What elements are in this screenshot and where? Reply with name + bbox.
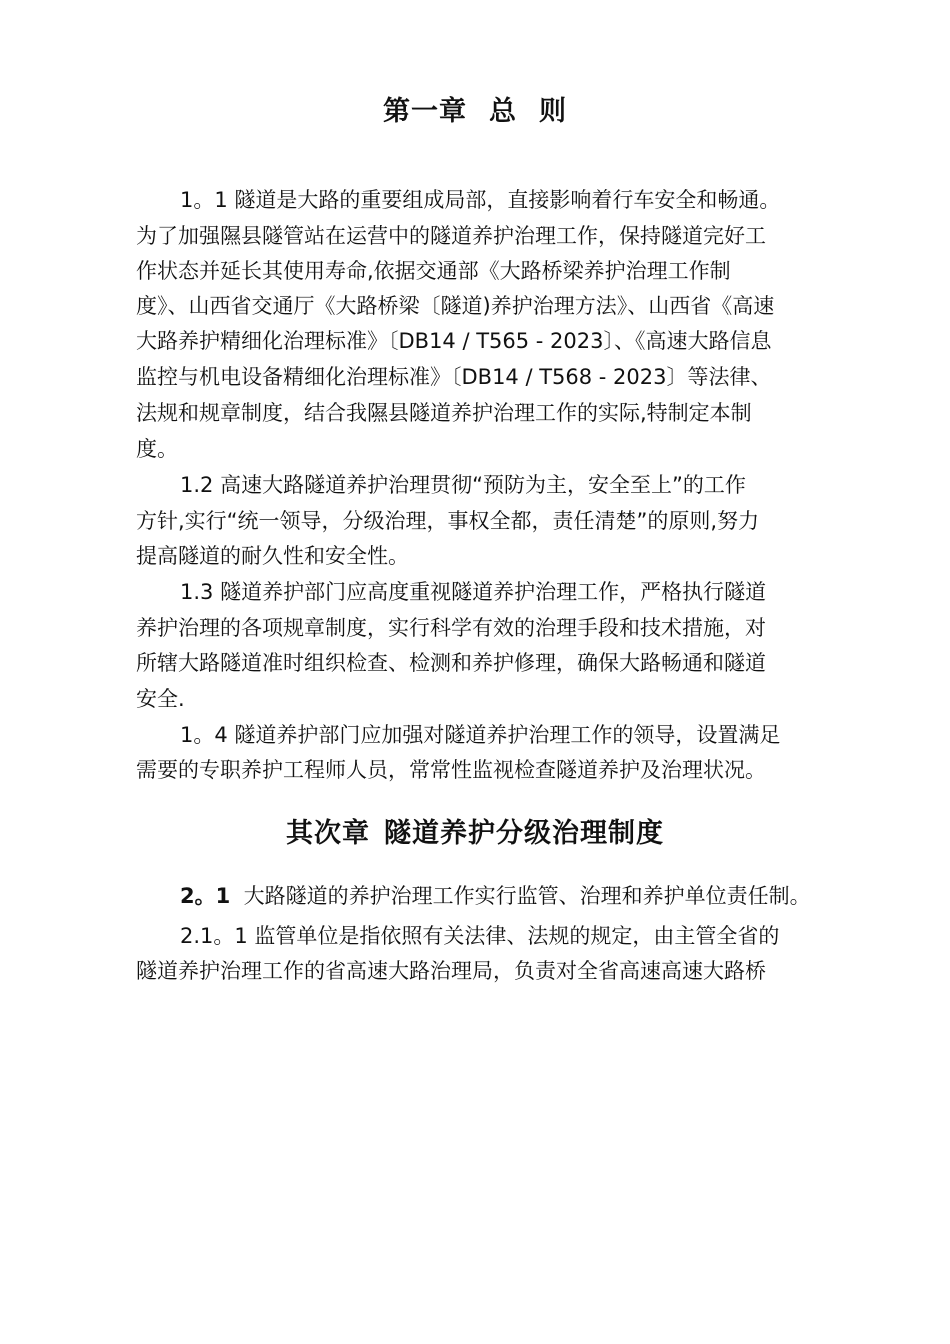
chapter-2-number: 其次章 <box>286 818 370 849</box>
paragraph-line: 隧道养护治理工作的省高速大路治理局，负责对全省高速高速大路桥 <box>136 959 766 983</box>
clause-number: 2。1 <box>180 884 231 908</box>
chapter-2-name: 隧道养护分级治理制度 <box>384 818 664 849</box>
chapter-1-number: 第一章 <box>383 96 467 127</box>
paragraph-line: 安全. <box>136 687 185 711</box>
paragraph-line: 所辖大路隧道准时组织检查、检测和养护修理，确保大路畅通和隧道 <box>136 651 766 675</box>
chapter-2-title <box>0 816 950 852</box>
paragraph-line: 1.2 高速大路隧道养护治理贯彻“预防为主，安全至上”的工作 <box>180 473 746 497</box>
clause-text: 大路隧道的养护治理工作实行监管、治理和养护单位责任制。 <box>243 884 811 908</box>
chapter-1-name-part2: 则 <box>539 96 567 127</box>
paragraph-line: 养护治理的各项规章制度，实行科学有效的治理手段和技术措施，对 <box>136 616 766 640</box>
paragraph-line <box>180 879 880 914</box>
paragraph-line: 度》、山西省交通厅《大路桥梁〔隧道)养护治理方法》、山西省《高速 <box>136 294 775 318</box>
paragraph-line: 法规和规章制度，结合我隰县隧道养护治理工作的实际,特制定本制 <box>136 401 752 425</box>
chapter-1-name-part1: 总 <box>489 96 517 127</box>
paragraph-line: 监控与机电设备精细化治理标准》〔DB14 / T568 - 2023〕等法律、 <box>136 365 772 389</box>
paragraph-line: 1。4 隧道养护部门应加强对隧道养护治理工作的领导，设置满足 <box>180 723 781 747</box>
paragraph-line: 作状态并延长其使用寿命,依据交通部《大路桥梁养护治理工作制 <box>136 259 731 283</box>
paragraph-line: 方针,实行“统一领导，分级治理，事权全都，责任清楚”的原则,努力 <box>136 509 760 533</box>
paragraph-line: 1。1 隧道是大路的重要组成局部，直接影响着行车安全和畅通。 <box>180 188 781 212</box>
paragraph-line: 为了加强隰县隧管站在运营中的隧道养护治理工作，保持隧道完好工 <box>136 224 766 248</box>
paragraph-line: 度。 <box>136 437 178 461</box>
paragraph-line: 2.1。1 监管单位是指依照有关法律、法规的规定，由主管全省的 <box>180 924 780 948</box>
chapter-1-title <box>0 94 950 130</box>
paragraph-line: 1.3 隧道养护部门应高度重视隧道养护治理工作，严格执行隧道 <box>180 580 767 604</box>
paragraph-line: 需要的专职养护工程师人员，常常性监视检查隧道养护及治理状况。 <box>136 758 766 782</box>
paragraph-line: 提高隧道的耐久性和安全性。 <box>136 544 409 568</box>
paragraph-line: 大路养护精细化治理标准》〔DB14 / T565 - 2023〕、《高速大路信息 <box>136 329 772 353</box>
